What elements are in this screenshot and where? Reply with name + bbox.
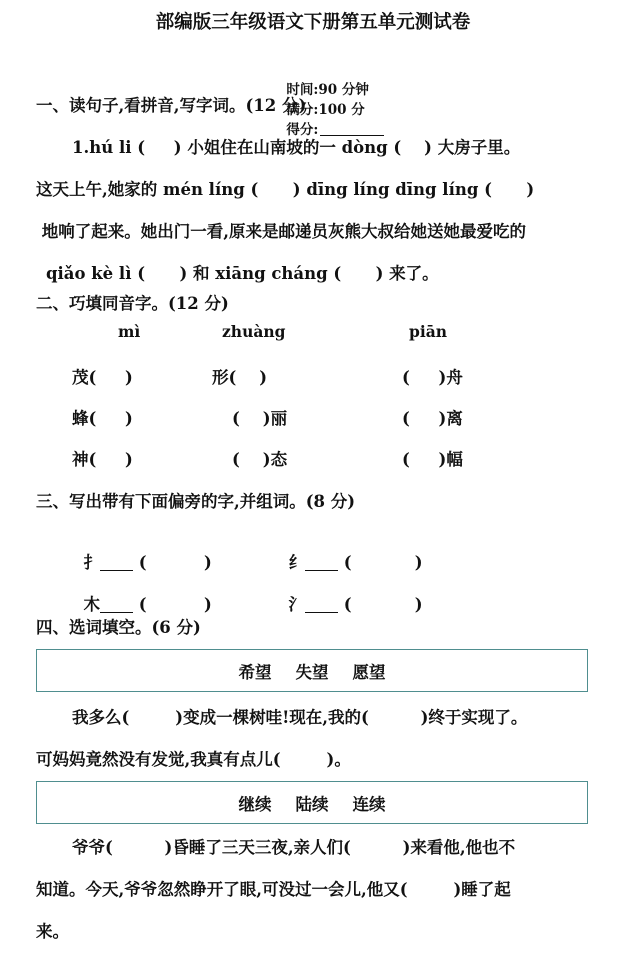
radical-char: 扌 bbox=[83, 553, 100, 572]
word-bank-box bbox=[36, 649, 588, 692]
s1-line: 这天上午,她家的 mén líng ( ) dīng líng dīng líng ( ) bbox=[36, 180, 535, 199]
page-title: 部编版三年级语文下册第五单元测试卷 bbox=[155, 12, 471, 33]
radical-item bbox=[72, 530, 212, 573]
s4-paragraph-line: 我多么( )变成一棵树哇!现在,我的( )终于实现了。 bbox=[72, 708, 528, 727]
s1-line: 1.hú li ( ) 小姐住在山南坡的一 dòng ( ) 大房子里。 bbox=[72, 138, 521, 157]
s1-line: 地响了起来。她出门一看,原来是邮递员灰熊大叔给她送她最爱吃的 bbox=[36, 222, 526, 241]
homophone-cell: ( )丽 bbox=[232, 409, 288, 428]
pinyin-label: zhuàng bbox=[222, 322, 286, 341]
homophone-cell: 蜂( ) bbox=[72, 409, 133, 428]
radical-blank[interactable] bbox=[305, 554, 338, 571]
word-option: 失望 bbox=[295, 662, 329, 682]
word-paren: ( ) bbox=[343, 595, 423, 614]
homophone-cell: 茂( ) bbox=[72, 368, 133, 387]
radical-item bbox=[72, 572, 212, 615]
word-paren: ( ) bbox=[138, 595, 212, 614]
section-4-header: 四、选词填空。(6 分) bbox=[36, 618, 201, 637]
homophone-cell: 形( ) bbox=[212, 368, 268, 387]
word-option: 陆续 bbox=[295, 794, 329, 814]
section-2-header: 二、巧填同音字。(12 分) bbox=[36, 294, 229, 313]
s4-paragraph-line: 可妈妈竟然没有发觉,我真有点儿( )。 bbox=[36, 750, 351, 769]
homophone-cell: ( )态 bbox=[232, 450, 288, 469]
word-option: 愿望 bbox=[352, 662, 386, 682]
homophone-cell: ( )幅 bbox=[402, 450, 463, 469]
homophone-cell: ( )舟 bbox=[402, 368, 463, 387]
section-3-header: 三、写出带有下面偏旁的字,并组词。(8 分) bbox=[36, 492, 356, 511]
radical-item bbox=[277, 530, 423, 573]
section-1-header: 一、读句子,看拼音,写字词。(12 分) bbox=[36, 96, 307, 115]
pinyin-label: piān bbox=[409, 322, 448, 341]
time-label: 时间:90 分钟 bbox=[286, 82, 369, 98]
s4-paragraph-line: 知道。今天,爷爷忽然睁开了眼,可没过一会儿,他又( )睡了起 bbox=[36, 880, 511, 899]
s4-paragraph-line: 爷爷( )昏睡了三天三夜,亲人们( )来看他,他也不 bbox=[72, 838, 516, 857]
radical-char: 木 bbox=[83, 595, 100, 614]
word-paren: ( ) bbox=[343, 553, 423, 572]
s1-line: qiǎo kè lì ( ) 和 xiāng cháng ( ) 来了。 bbox=[46, 264, 439, 283]
homophone-cell: 神( ) bbox=[72, 450, 133, 469]
homophone-cell: ( )离 bbox=[402, 409, 463, 428]
radical-blank[interactable] bbox=[100, 596, 133, 613]
pinyin-label: mì bbox=[118, 322, 141, 341]
radical-blank[interactable] bbox=[100, 554, 133, 571]
radical-char: 氵 bbox=[288, 595, 305, 614]
radical-item bbox=[277, 572, 423, 615]
word-bank-box bbox=[36, 781, 588, 824]
word-paren: ( ) bbox=[138, 553, 212, 572]
full-score-label: 满分:100 分 bbox=[286, 102, 365, 118]
score-label: 得分: bbox=[286, 122, 319, 138]
radical-blank[interactable] bbox=[305, 596, 338, 613]
s4-paragraph-line: 来。 bbox=[36, 922, 69, 941]
word-option: 希望 bbox=[238, 662, 272, 682]
word-option: 继续 bbox=[238, 794, 272, 814]
radical-char: 纟 bbox=[288, 553, 305, 572]
word-option: 连续 bbox=[352, 794, 386, 814]
